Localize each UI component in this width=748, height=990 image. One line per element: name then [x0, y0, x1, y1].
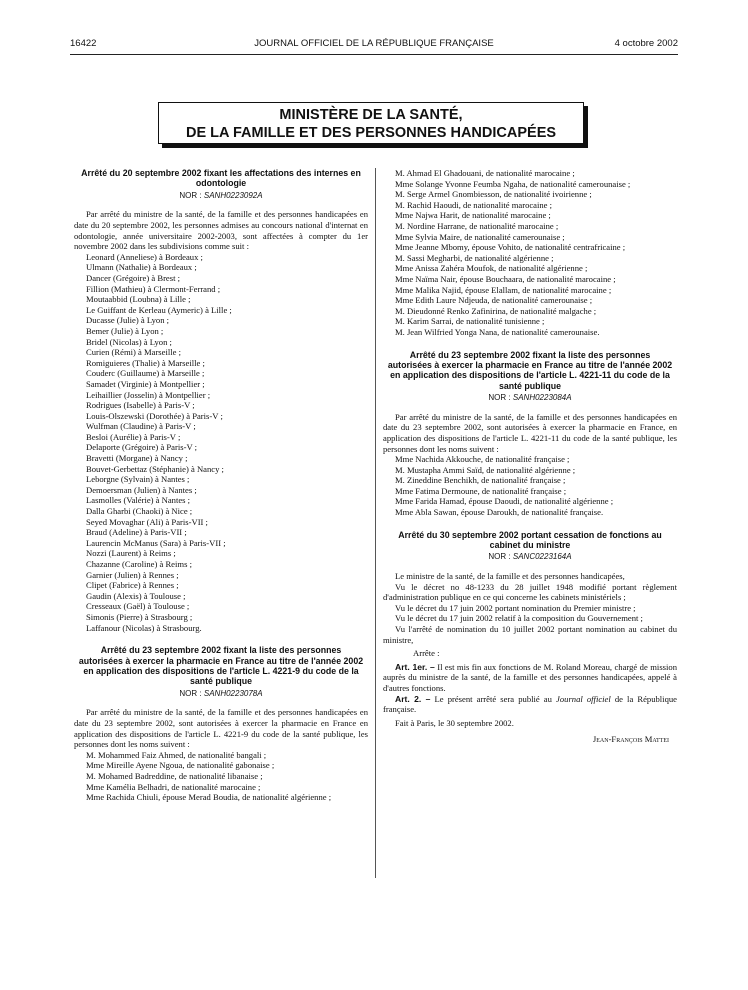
list-item: Louis-Olszewski (Dorothée) à Paris-V ;: [86, 410, 223, 421]
arrete4-article-2: Art. 2. – Le présent arrêté sera publié au Journal officiel de la République française.: [383, 693, 677, 715]
list-item: Mme Kamélia Belhadri, de nationalité marocaine ;: [86, 781, 261, 792]
list-item: Mme Naïma Nair, épouse Bouchaara, de nationalité marocaine ;: [395, 273, 616, 284]
list-item: M. Mohammed Faiz Ahmed, de nationalité bangali ;: [86, 749, 267, 760]
arrete4-article-1: [383, 662, 677, 694]
list-item: Nozzi (Laurent) à Reims ;: [86, 548, 176, 559]
list-item: Leborgne (Sylvain) à Nantes ;: [86, 474, 190, 485]
list-item: Fillion (Mathieu) à Clermont-Ferrand ;: [86, 283, 221, 294]
signature: Jean-François Mattei: [592, 734, 669, 745]
arrete3-list: [383, 454, 677, 518]
arrete4-arrete-word: Arrête :: [413, 648, 440, 659]
column-divider: [375, 168, 376, 878]
art1-text: Il est mis fin aux fonctions de M. Roland Moreau, chargé de mission auprès du ministre de la santé, de la famille et des personnes handicapées, appelé à d'autres fonctions.: [383, 661, 677, 693]
arrete2-intro: Par arrêté du ministre de la santé, de la famille et des personnes handicapées en date du 23 septembre 2002, sont autorisées à exercer la pharmacie en France en application des dispositions de l'article L. 4221-9 du code de la santé publique, les personnes dont les noms suivent :: [74, 707, 368, 750]
list-item: Mme Fatima Dermoune, de nationalité française ;: [395, 485, 567, 496]
ministry-box: [158, 102, 584, 144]
list-item: Mme Sylvia Maire, de nationalité camerounaise ;: [395, 231, 565, 242]
visa-line: Vu le décret du 17 juin 2002 relatif à la composition du Gouvernement ;: [395, 613, 643, 624]
list-item: Demoersman (Julien) à Nantes ;: [86, 484, 197, 495]
arrete3-nor: NOR : SANH0223084A: [488, 393, 572, 403]
journal-title: JOURNAL OFFICIEL DE LA RÉPUBLIQUE FRANÇAISE: [254, 38, 494, 49]
list-item: M. Zineddine Benchikh, de nationalité française ;: [395, 475, 566, 486]
list-item: Mme Farida Hamad, épouse Daoudi, de nationalité algérienne ;: [395, 496, 614, 507]
list-item: Mme Edith Laure Ndjeuda, de nationalité camerounaise ;: [395, 295, 593, 306]
list-item: Chazanne (Caroline) à Reims ;: [86, 559, 192, 569]
right-column: [383, 168, 677, 745]
arrete2-nor-code: SANH0223078A: [203, 688, 263, 698]
journal-officiel-italic: Journal officiel: [556, 693, 611, 704]
arrete1-intro: Par arrêté du ministre de la santé, de la famille et des personnes handicapées en date du 20 septembre 2002, les personnes admises au concours national d'internat en odontologie, année universitaire 2002-2003, sont affectées à compter du 1er novembre 2002 dans les subdivisions comme suit :: [74, 209, 368, 252]
list-item: Mme Mireille Ayene Ngoua, de nationalité gabonaise ;: [86, 760, 275, 771]
list-item: Rodrigues (Isabelle) à Paris-V ;: [86, 400, 195, 411]
list-item: M. Rachid Haoudi, de nationalité marocaine ;: [395, 199, 553, 210]
arrete4-nor-code: SANC0223164A: [512, 552, 572, 562]
arrete1-nor: NOR : SANH0223092A: [179, 190, 263, 200]
ministry-line-2: DE LA FAMILLE ET DES PERSONNES HANDICAPÉES: [185, 125, 557, 141]
art1-label: Art. 1er. –: [395, 661, 435, 672]
list-item: Bouvet-Gerbettaz (Stéphanie) à Nancy ;: [86, 463, 224, 474]
list-item: Mme Rachida Chiuli, épouse Merad Boudia, de nationalité algérienne ;: [86, 792, 332, 803]
page-number: 16422: [70, 38, 97, 49]
header-rule: [70, 54, 678, 55]
visa-line: Vu le décret du 17 juin 2002 portant nomination du Premier ministre ;: [395, 602, 636, 613]
list-item: Bridel (Nicolas) à Lyon ;: [86, 336, 172, 347]
arrete1-title: Arrêté du 20 septembre 2002 fixant les affectations des internes en odontologie: [81, 168, 361, 189]
list-item: Seyed Movaghar (Ali) à Paris-VII ;: [86, 516, 208, 527]
issue-date: 4 octobre 2002: [614, 38, 678, 49]
arrete4-visas: [383, 571, 677, 645]
list-item: Moutaabbid (Loubna) à Lille ;: [86, 294, 191, 305]
list-item: M. Dieudonné Renko Zafinirina, de nationalité malgache ;: [395, 305, 597, 316]
list-item: Samadet (Virginie) à Montpellier ;: [86, 378, 205, 389]
page-header: [70, 38, 678, 52]
list-item: Delaporte (Grégoire) à Paris-V ;: [86, 442, 198, 453]
list-item: Mme Anissa Zahéra Moufok, de nationalité algérienne ;: [395, 263, 588, 274]
visa-line: Le ministre de la santé, de la famille et des personnes handicapées,: [395, 571, 625, 582]
arrete3-nor-code: SANH0223084A: [512, 393, 572, 403]
list-item: Braud (Adeline) à Paris-VII ;: [86, 527, 187, 538]
left-column: [74, 168, 368, 803]
list-item: Romiguieres (Thalie) à Marseille ;: [86, 357, 205, 368]
arrete2-list-part2: [383, 168, 677, 338]
list-item: Clipet (Fabrice) à Rennes ;: [86, 580, 179, 591]
list-item: M. Serge Armel Gnombiesson, de nationalité ivoirienne ;: [395, 189, 592, 200]
arrete1-nor-code: SANH0223092A: [203, 190, 263, 200]
list-item: Ulmann (Nathalie) à Bordeaux ;: [86, 262, 197, 273]
list-item: Cresseaux (Gaël) à Toulouse ;: [86, 601, 190, 612]
list-item: Besloi (Aurélie) à Paris-V ;: [86, 431, 181, 442]
list-item: Ducasse (Julie) à Lyon ;: [86, 315, 170, 326]
list-item: Gaudin (Alexis) à Toulouse ;: [86, 590, 186, 601]
list-item: Mme Najwa Harit, de nationalité marocaine ;: [395, 210, 551, 221]
list-item: Dancer (Grégoire) à Brest ;: [86, 272, 181, 283]
list-item: Leihaillier (Josselin) à Montpellier ;: [86, 389, 211, 400]
arrete1-list: [74, 252, 368, 633]
list-item: Garnier (Julien) à Rennes ;: [86, 569, 179, 580]
arrete3-title: Arrêté du 23 septembre 2002 fixant la liste des personnes autorisées à exercer la pharmacie en France au titre de l'année 2002 en application des dispositions de l'article L. 4221-11 du code de la santé publique: [387, 349, 673, 391]
arrete2-nor: NOR : SANH0223078A: [179, 688, 263, 698]
list-item: Couderc (Guillaume) à Marseille ;: [86, 368, 205, 379]
list-item: Wulfman (Claudine) à Paris-V ;: [86, 421, 196, 432]
list-item: M. Sassi Megharbi, de nationalité algérienne ;: [395, 252, 554, 263]
arrete4-nor: NOR : SANC0223164A: [488, 552, 572, 562]
list-item: Mme Malika Najid, épouse Elallam, de nationalité marocaine ;: [395, 284, 612, 295]
list-item: Bemer (Julie) à Lyon ;: [86, 325, 164, 336]
list-item: Mme Jeanne Mbomy, épouse Vohito, de nationalité centrafricaine ;: [395, 242, 626, 253]
arrete4-done: Fait à Paris, le 30 septembre 2002.: [395, 717, 514, 728]
list-item: M. Karim Sarrai, de nationalité tunisienne ;: [395, 316, 545, 327]
arrete2-list-part1: [74, 750, 368, 803]
list-item: M. Nordine Harrane, de nationalité marocaine ;: [395, 220, 559, 231]
list-item: Simonis (Pierre) à Strasbourg ;: [86, 611, 193, 622]
list-item: Le Guiffant de Kerleau (Aymeric) à Lille ;: [86, 304, 232, 315]
list-item: Lasmolles (Valérie) à Nantes ;: [86, 495, 191, 506]
list-item: Leonard (Anneliese) à Bordeaux ;: [86, 251, 203, 262]
art2-label: Art. 2. –: [395, 693, 431, 704]
list-item: Bravetti (Morgane) à Nancy ;: [86, 453, 188, 464]
visa-line: Vu le décret no 48-1233 du 28 juillet 1948 modifié portant règlement d'administration publique en ce qui concerne les cabinets ministériels ;: [383, 581, 677, 603]
visa-line: Vu l'arrêté de nomination du 10 juillet 2002 portant nomination au cabinet du ministre,: [383, 624, 677, 645]
list-item: M. Ahmad El Ghadouani, de nationalité marocaine ;: [395, 168, 575, 178]
list-item: Dalla Gharbi (Chaoki) à Nice ;: [86, 506, 193, 517]
list-item: M. Jean Wilfried Yonga Nana, de nationalité camerounaise.: [395, 326, 600, 337]
arrete2-title: Arrêté du 23 septembre 2002 fixant la liste des personnes autorisées à exercer la pharmacie en France au titre de l'année 2002 en application des dispositions de l'article L. 4221-9 du code de la santé publique: [78, 645, 364, 687]
ministry-line-1: MINISTÈRE DE LA SANTÉ,: [279, 107, 463, 123]
arrete3-intro: Par arrêté du ministre de la santé, de la famille et des personnes handicapées en date du 23 septembre 2002, sont autorisées à exercer la pharmacie en France, en application des dispositions de l'article L. 4221-11 du code de la santé publique, les personnes dont les noms suivent :: [383, 411, 677, 454]
list-item: M. Mohamed Badreddine, de nationalité libanaise ;: [86, 770, 263, 781]
list-item: Mme Abla Sawan, épouse Daroukh, de nationalité française.: [395, 507, 604, 518]
list-item: Mme Solange Yvonne Feumba Ngaha, de nationalité camerounaise ;: [395, 178, 631, 189]
list-item: Curien (Rémi) à Marseille ;: [86, 347, 181, 358]
arrete4-title: Arrêté du 30 septembre 2002 portant cessation de fonctions au cabinet du ministre: [398, 529, 662, 551]
list-item: Laffanour (Nicolas) à Strasbourg.: [86, 622, 202, 633]
list-item: Laurencin McManus (Sara) à Paris-VII ;: [86, 537, 226, 548]
list-item: Mme Nachida Akkouche, de nationalité française ;: [395, 454, 570, 465]
list-item: M. Mustapha Ammi Saïd, de nationalité algérienne ;: [395, 464, 576, 475]
